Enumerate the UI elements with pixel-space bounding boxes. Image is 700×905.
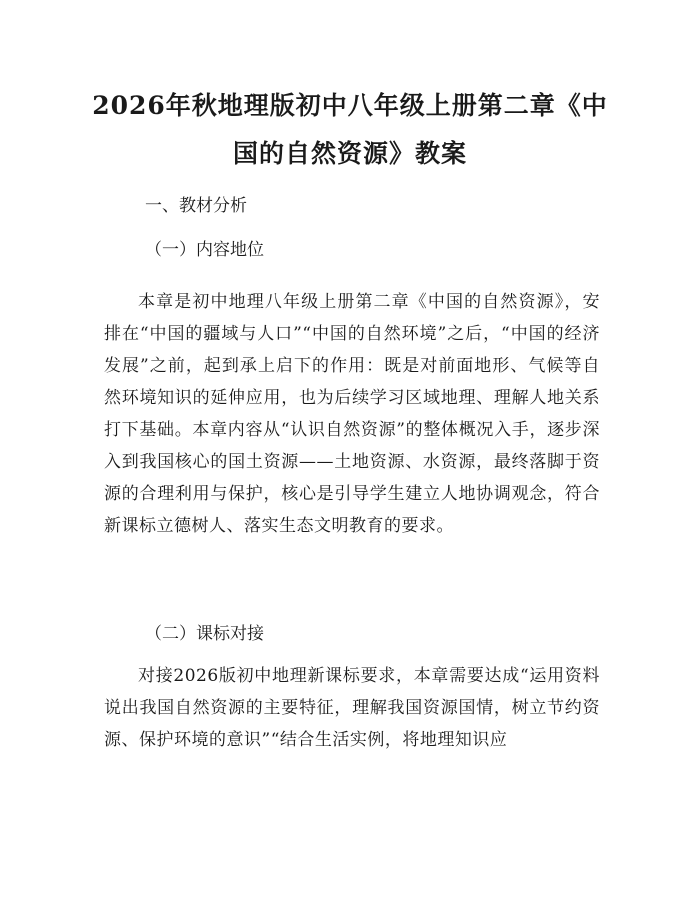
paragraph-curriculum-alignment: 对接2026版初中地理新课标要求，本章需要达成“运用资料说出我国自然资源的主要特征，理解我国资源国情，树立节约资源、保护环境的意识”“结合生活实例，将地理知识应 (104, 666, 600, 750)
subsection-heading-curriculum-alignment: （二）课标对接 (145, 624, 264, 644)
section-heading-textbook-analysis: 一、教材分析 (145, 196, 247, 216)
subsection-heading-content-position: （一）内容地位 (145, 240, 264, 260)
document-title: 2026年秋地理版初中八年级上册第二章《中国的自然资源》教案 (92, 91, 608, 168)
paragraph-content-position: 本章是初中地理八年级上册第二章《中国的自然资源》，安排在“中国的疆域与人口”“中国的自然环境”之后，“中国的经济发展”之前，起到承上启下的作用：既是对前面地形、气候等自然环境知识的延伸应用，也为后续学习区域地理、理解人地关系打下基础。本章内容从“认识自然资源”的整体概况入手，逐步深入到我国核心的国土资源——土地资源、水资源，最终落脚于资源的合理利用与保护，核心是引导学生建立人地协调观念，符合新课标立德树人、落实生态文明教育的要求。 (104, 292, 600, 536)
